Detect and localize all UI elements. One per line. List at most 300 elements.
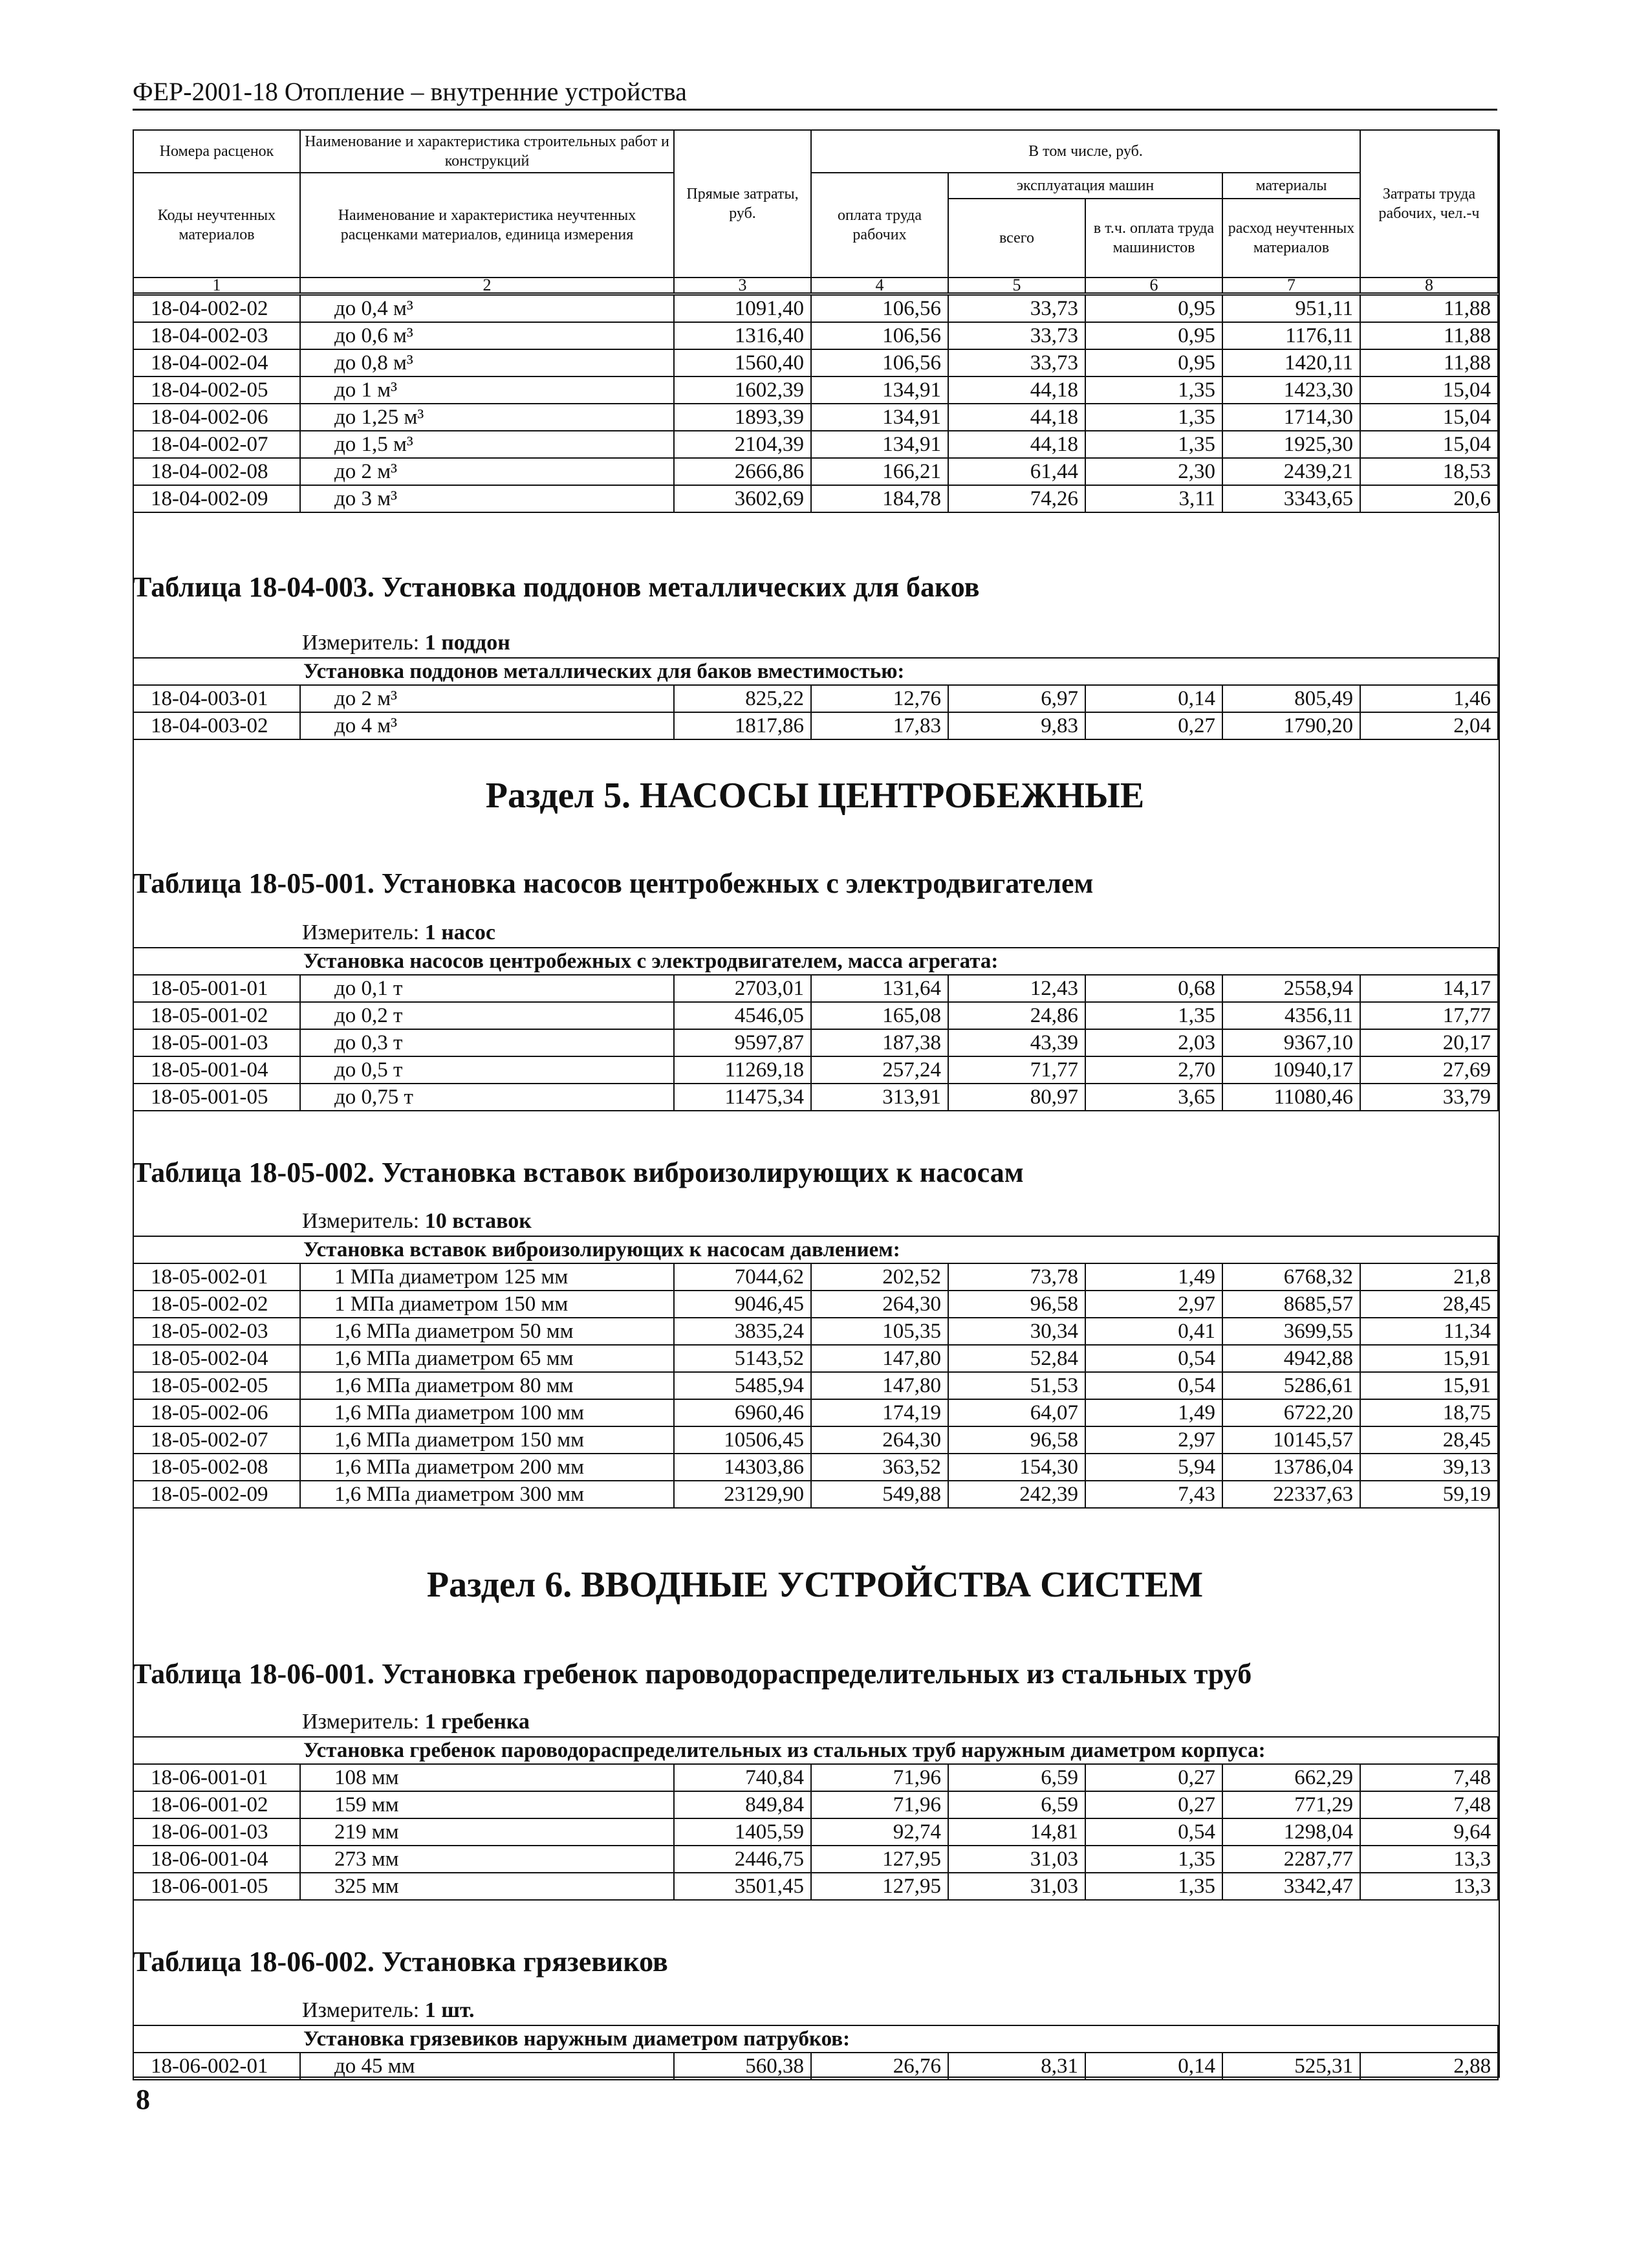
table-row [133,485,1498,512]
work-name-cell: 1 МПа диаметром 125 мм [300,1263,674,1291]
table-row [133,376,1498,404]
labor-hours-cell: 20,6 [1360,485,1498,512]
labor-hours-cell: 33,79 [1360,1084,1498,1111]
machines-total-cell: 44,18 [948,431,1085,458]
work-name-cell: до 45 мм [300,2053,674,2080]
labor-hours-cell: 7,48 [1360,1764,1498,1791]
work-name-cell: до 0,2 т [300,1002,674,1029]
machines-total-cell: 6,59 [948,1764,1085,1791]
direct-costs-cell: 1091,40 [674,295,811,322]
table-row [133,712,1498,739]
machines-total-cell: 154,30 [948,1454,1085,1481]
col-number: 1 [133,278,300,293]
rate-code-cell: 18-04-002-06 [133,404,300,431]
direct-costs-cell: 9046,45 [674,1291,811,1318]
measure-value: 1 гребенка [424,1710,530,1734]
rate-code-cell: 18-04-003-01 [133,685,300,712]
work-name-cell: до 2 м³ [300,458,674,485]
col-number: 8 [1360,278,1498,293]
measure-value: 1 шт. [424,1998,475,2022]
labor-pay-cell: 106,56 [811,322,948,349]
work-name-cell: до 0,8 м³ [300,349,674,376]
table-title: Таблица 18-04-003. Установка поддонов металлических для баков [133,571,980,603]
materials-cost-cell: 3342,47 [1222,1873,1360,1900]
table-row [133,349,1498,376]
machines-labor-cell: 2,97 [1085,1426,1222,1454]
machines-labor-cell: 1,35 [1085,1002,1222,1029]
machines-labor-cell: 0,54 [1085,1345,1222,1372]
labor-hours-cell: 21,8 [1360,1263,1498,1291]
labor-pay-cell: 134,91 [811,376,948,404]
table-row [133,1426,1498,1454]
table-row [133,431,1498,458]
header-materials: материалы [1222,173,1360,199]
table-row [133,685,1498,712]
machines-total-cell: 12,43 [948,975,1085,1002]
labor-pay-cell: 165,08 [811,1002,948,1029]
labor-pay-cell: 187,38 [811,1029,948,1056]
col-number: 4 [811,278,948,293]
machines-total-cell: 96,58 [948,1426,1085,1454]
machines-labor-cell: 2,70 [1085,1056,1222,1084]
labor-hours-cell: 11,88 [1360,349,1498,376]
labor-hours-cell: 15,04 [1360,431,1498,458]
machines-labor-cell: 1,35 [1085,376,1222,404]
materials-cost-cell: 13786,04 [1222,1454,1360,1481]
table-row [133,1002,1498,1029]
materials-cost-cell: 771,29 [1222,1791,1360,1818]
machines-total-cell: 96,58 [948,1291,1085,1318]
machines-total-cell: 64,07 [948,1399,1085,1426]
machines-labor-cell: 0,14 [1085,2053,1222,2080]
table-caption: Установка поддонов металлических для баков вместимостью: [133,658,1498,685]
direct-costs-cell: 2104,39 [674,431,811,458]
direct-costs-cell: 11269,18 [674,1056,811,1084]
header-labor-pay: оплата труда рабочих [811,173,948,278]
materials-cost-cell: 1420,11 [1222,349,1360,376]
machines-total-cell: 6,59 [948,1791,1085,1818]
work-name-cell: до 1,25 м³ [300,404,674,431]
table-caption: Установка насосов центробежных с электродвигателем, масса агрегата: [133,948,1498,975]
machines-total-cell: 6,97 [948,685,1085,712]
measure-value: 1 поддон [424,631,510,655]
rate-code-cell: 18-04-002-08 [133,458,300,485]
labor-hours-cell: 28,45 [1360,1291,1498,1318]
labor-hours-cell: 9,64 [1360,1818,1498,1846]
machines-labor-cell: 3,65 [1085,1084,1222,1111]
direct-costs-cell: 5485,94 [674,1372,811,1399]
rate-code-cell: 18-04-002-05 [133,376,300,404]
table-row [133,1084,1498,1111]
rate-code-cell: 18-05-002-01 [133,1263,300,1291]
work-name-cell: до 0,3 т [300,1029,674,1056]
materials-cost-cell: 1176,11 [1222,322,1360,349]
table-title: Таблица 18-05-001. Установка насосов центробежных с электродвигателем [133,867,1094,899]
machines-labor-cell: 0,41 [1085,1318,1222,1345]
rate-code-cell: 18-05-001-02 [133,1002,300,1029]
table-row [133,1056,1498,1084]
machines-total-cell: 31,03 [948,1873,1085,1900]
direct-costs-cell: 560,38 [674,2053,811,2080]
direct-costs-cell: 14303,86 [674,1454,811,1481]
direct-costs-cell: 9597,87 [674,1029,811,1056]
rates-table [133,657,1499,740]
table-block [133,1996,1499,2080]
labor-hours-cell: 1,46 [1360,685,1498,712]
direct-costs-cell: 3602,69 [674,485,811,512]
materials-cost-cell: 2558,94 [1222,975,1360,1002]
table-row [133,1791,1498,1818]
materials-cost-cell: 1298,04 [1222,1818,1360,1846]
machines-total-cell: 43,39 [948,1029,1085,1056]
materials-cost-cell: 805,49 [1222,685,1360,712]
work-name-cell: 1,6 МПа диаметром 80 мм [300,1372,674,1399]
direct-costs-cell: 1560,40 [674,349,811,376]
labor-hours-cell: 20,17 [1360,1029,1498,1056]
work-name-cell: до 0,5 т [300,1056,674,1084]
labor-pay-cell: 106,56 [811,349,948,376]
labor-hours-cell: 18,75 [1360,1399,1498,1426]
labor-pay-cell: 363,52 [811,1454,948,1481]
rate-code-cell: 18-06-002-01 [133,2053,300,2080]
machines-total-cell: 242,39 [948,1481,1085,1508]
table-caption-row [133,658,1498,685]
work-name-cell: до 1,5 м³ [300,431,674,458]
rate-code-cell: 18-05-002-08 [133,1454,300,1481]
materials-cost-cell: 2439,21 [1222,458,1360,485]
rate-code-cell: 18-04-002-07 [133,431,300,458]
header-machines-labor: в т.ч. оплата труда машинистов [1085,199,1222,278]
machines-total-cell: 24,86 [948,1002,1085,1029]
col-number: 7 [1222,278,1360,293]
col-number: 3 [674,278,811,293]
labor-hours-cell: 2,04 [1360,712,1498,739]
machines-total-cell: 33,73 [948,349,1085,376]
labor-pay-cell: 257,24 [811,1056,948,1084]
rates-table [133,2025,1499,2080]
materials-cost-cell: 662,29 [1222,1764,1360,1791]
work-name-cell: до 0,4 м³ [300,295,674,322]
header-labor: Затраты труда рабочих, чел.-ч [1360,130,1498,278]
labor-pay-cell: 184,78 [811,485,948,512]
rate-code-cell: 18-05-001-03 [133,1029,300,1056]
machines-total-cell: 73,78 [948,1263,1085,1291]
table-title: Таблица 18-05-002. Установка вставок виброизолирующих к насосам [133,1157,1024,1188]
direct-costs-cell: 740,84 [674,1764,811,1791]
machines-labor-cell: 1,35 [1085,1873,1222,1900]
direct-costs-cell: 1817,86 [674,712,811,739]
machines-labor-cell: 2,97 [1085,1291,1222,1318]
labor-hours-cell: 7,48 [1360,1791,1498,1818]
materials-cost-cell: 3699,55 [1222,1318,1360,1345]
header-work-name: Наименование и характеристика строительных работ и конструкций [300,130,674,173]
machines-labor-cell: 1,35 [1085,1846,1222,1873]
work-name-cell: до 4 м³ [300,712,674,739]
work-name-cell: 1,6 МПа диаметром 50 мм [300,1318,674,1345]
table-row [133,2053,1498,2080]
table-row [133,975,1498,1002]
machines-labor-cell: 0,14 [1085,685,1222,712]
direct-costs-cell: 1893,39 [674,404,811,431]
direct-costs-cell: 11475,34 [674,1084,811,1111]
materials-cost-cell: 9367,10 [1222,1029,1360,1056]
labor-hours-cell: 15,91 [1360,1345,1498,1372]
table-row [133,1399,1498,1426]
table-caption-row [133,2025,1498,2053]
table-caption-row [133,1737,1498,1764]
machines-labor-cell: 0,68 [1085,975,1222,1002]
direct-costs-cell: 1316,40 [674,322,811,349]
machines-labor-cell: 5,94 [1085,1454,1222,1481]
labor-hours-cell: 18,53 [1360,458,1498,485]
direct-costs-cell: 3835,24 [674,1318,811,1345]
direct-costs-cell: 4546,05 [674,1002,811,1029]
table-row [133,1846,1498,1873]
materials-cost-cell: 6768,32 [1222,1263,1360,1291]
rate-code-cell: 18-06-001-05 [133,1873,300,1900]
machines-total-cell: 71,77 [948,1056,1085,1084]
materials-cost-cell: 3343,65 [1222,485,1360,512]
rate-code-cell: 18-04-002-04 [133,349,300,376]
machines-total-cell: 61,44 [948,458,1085,485]
labor-hours-cell: 15,04 [1360,376,1498,404]
machines-labor-cell: 0,27 [1085,1764,1222,1791]
labor-hours-cell: 2,88 [1360,2053,1498,2080]
labor-hours-cell: 59,19 [1360,1481,1498,1508]
materials-cost-cell: 8685,57 [1222,1291,1360,1318]
running-head: ФЕР-2001-18 Отопление – внутренние устройства [133,76,1497,111]
measure-value: 1 насос [424,921,495,944]
machines-total-cell: 80,97 [948,1084,1085,1111]
measure-label: Измеритель: [302,1998,420,2022]
rate-code-cell: 18-05-002-06 [133,1399,300,1426]
top-table-block [133,294,1499,513]
rate-code-cell: 18-05-002-09 [133,1481,300,1508]
work-name-cell: 159 мм [300,1791,674,1818]
work-name-cell: до 2 м³ [300,685,674,712]
labor-pay-cell: 134,91 [811,404,948,431]
machines-total-cell: 31,03 [948,1846,1085,1873]
materials-cost-cell: 4942,88 [1222,1345,1360,1372]
table-caption-row [133,1236,1498,1263]
table-row [133,1291,1498,1318]
labor-pay-cell: 202,52 [811,1263,948,1291]
header-material-name: Наименование и характеристика неучтенных расценками материалов, единица измерения [300,173,674,278]
rate-code-cell: 18-06-001-04 [133,1846,300,1873]
rate-code-cell: 18-05-002-07 [133,1426,300,1454]
machines-total-cell: 74,26 [948,485,1085,512]
work-name-cell: до 3 м³ [300,485,674,512]
labor-pay-cell: 71,96 [811,1764,948,1791]
page-number: 8 [136,2084,150,2115]
direct-costs-cell: 849,84 [674,1791,811,1818]
rate-code-cell: 18-04-002-03 [133,322,300,349]
labor-pay-cell: 147,80 [811,1372,948,1399]
header-materials-sub: расход неучтенных материалов [1222,199,1360,278]
materials-cost-cell: 2287,77 [1222,1846,1360,1873]
measure-label: Измеритель: [302,1710,420,1734]
column-header [133,129,1499,294]
machines-labor-cell: 3,11 [1085,485,1222,512]
work-name-cell: 273 мм [300,1846,674,1873]
table-row [133,295,1498,322]
rates-table [133,294,1499,513]
measure [133,1207,1499,1236]
measure [133,919,1499,947]
labor-hours-cell: 28,45 [1360,1426,1498,1454]
machines-total-cell: 33,73 [948,322,1085,349]
rate-code-cell: 18-05-001-04 [133,1056,300,1084]
measure [133,629,1499,657]
labor-pay-cell: 92,74 [811,1818,948,1846]
machines-labor-cell: 0,95 [1085,349,1222,376]
work-name-cell: до 0,75 т [300,1084,674,1111]
direct-costs-cell: 6960,46 [674,1399,811,1426]
labor-hours-cell: 17,77 [1360,1002,1498,1029]
rate-code-cell: 18-05-001-05 [133,1084,300,1111]
rate-code-cell: 18-06-001-03 [133,1818,300,1846]
materials-cost-cell: 6722,20 [1222,1399,1360,1426]
labor-hours-cell: 13,3 [1360,1873,1498,1900]
direct-costs-cell: 23129,90 [674,1481,811,1508]
machines-total-cell: 8,31 [948,2053,1085,2080]
machines-total-cell: 52,84 [948,1345,1085,1372]
machines-labor-cell: 1,49 [1085,1399,1222,1426]
machines-labor-cell: 1,35 [1085,431,1222,458]
rate-code-cell: 18-04-002-02 [133,295,300,322]
machines-labor-cell: 1,35 [1085,404,1222,431]
machines-total-cell: 30,34 [948,1318,1085,1345]
rates-table [133,947,1499,1111]
rate-code-cell: 18-04-003-02 [133,712,300,739]
work-name-cell: 1 МПа диаметром 150 мм [300,1291,674,1318]
machines-labor-cell: 2,03 [1085,1029,1222,1056]
col-number: 5 [948,278,1085,293]
section-title: Раздел 6. ВВОДНЫЕ УСТРОЙСТВА СИСТЕМ [426,1565,1204,1605]
machines-labor-cell: 7,43 [1085,1481,1222,1508]
work-name-cell: 1,6 МПа диаметром 65 мм [300,1345,674,1372]
rate-code-cell: 18-05-002-05 [133,1372,300,1399]
table-row [133,1372,1498,1399]
table-caption-row [133,948,1498,975]
measure-value: 10 вставок [424,1209,532,1233]
labor-hours-cell: 11,88 [1360,322,1498,349]
labor-pay-cell: 26,76 [811,2053,948,2080]
table-row [133,458,1498,485]
labor-hours-cell: 11,34 [1360,1318,1498,1345]
direct-costs-cell: 1602,39 [674,376,811,404]
machines-total-cell: 51,53 [948,1372,1085,1399]
work-name-cell: 325 мм [300,1873,674,1900]
labor-pay-cell: 17,83 [811,712,948,739]
rate-code-cell: 18-06-001-01 [133,1764,300,1791]
table-row [133,1764,1498,1791]
col-number: 6 [1085,278,1222,293]
materials-cost-cell: 1423,30 [1222,376,1360,404]
labor-pay-cell: 71,96 [811,1791,948,1818]
materials-cost-cell: 10940,17 [1222,1056,1360,1084]
rates-table [133,1236,1499,1509]
machines-total-cell: 9,83 [948,712,1085,739]
direct-costs-cell: 1405,59 [674,1818,811,1846]
labor-hours-cell: 39,13 [1360,1454,1498,1481]
table-row [133,404,1498,431]
table-block [133,1708,1499,1901]
table-row [133,322,1498,349]
rate-code-cell: 18-05-001-01 [133,975,300,1002]
work-name-cell: до 0,1 т [300,975,674,1002]
labor-pay-cell: 313,91 [811,1084,948,1111]
table-block [133,629,1499,740]
labor-pay-cell: 166,21 [811,458,948,485]
direct-costs-cell: 7044,62 [674,1263,811,1291]
labor-pay-cell: 12,76 [811,685,948,712]
header-including: В том числе, руб. [811,130,1360,173]
section-title: Раздел 5. НАСОСЫ ЦЕНТРОБЕЖНЫЕ [485,776,1145,816]
machines-labor-cell: 2,30 [1085,458,1222,485]
table-row [133,1029,1498,1056]
machines-total-cell: 44,18 [948,404,1085,431]
materials-cost-cell: 1790,20 [1222,712,1360,739]
materials-cost-cell: 10145,57 [1222,1426,1360,1454]
materials-cost-cell: 1925,30 [1222,431,1360,458]
table-block [133,919,1499,1111]
direct-costs-cell: 5143,52 [674,1345,811,1372]
measure-label: Измеритель: [302,631,420,655]
materials-cost-cell: 4356,11 [1222,1002,1360,1029]
table-caption: Установка гребенок пароводораспределительных из стальных труб наружным диаметром корпуса: [133,1737,1498,1764]
table-row [133,1818,1498,1846]
work-name-cell: 219 мм [300,1818,674,1846]
materials-cost-cell: 1714,30 [1222,404,1360,431]
work-name-cell: 1,6 МПа диаметром 300 мм [300,1481,674,1508]
machines-total-cell: 33,73 [948,295,1085,322]
labor-pay-cell: 105,35 [811,1318,948,1345]
table-row [133,1318,1498,1345]
work-name-cell: 1,6 МПа диаметром 100 мм [300,1399,674,1426]
rates-table [133,1736,1499,1901]
header-machines: эксплуатация машин [948,173,1222,199]
direct-costs-cell: 3501,45 [674,1873,811,1900]
work-name-cell: 1,6 МПа диаметром 200 мм [300,1454,674,1481]
table-title: Таблица 18-06-001. Установка гребенок пароводораспределительных из стальных труб [133,1658,1252,1690]
work-name-cell: до 0,6 м³ [300,322,674,349]
table-row [133,1481,1498,1508]
materials-cost-cell: 5286,61 [1222,1372,1360,1399]
labor-pay-cell: 264,30 [811,1291,948,1318]
machines-labor-cell: 0,54 [1085,1818,1222,1846]
rate-code-cell: 18-06-001-02 [133,1791,300,1818]
table-caption: Установка вставок виброизолирующих к насосам давлением: [133,1236,1498,1263]
machines-total-cell: 44,18 [948,376,1085,404]
direct-costs-cell: 10506,45 [674,1426,811,1454]
labor-hours-cell: 15,04 [1360,404,1498,431]
labor-pay-cell: 127,95 [811,1846,948,1873]
measure-label: Измеритель: [302,1209,420,1233]
rate-code-cell: 18-05-002-02 [133,1291,300,1318]
rate-code-cell: 18-05-002-03 [133,1318,300,1345]
labor-hours-cell: 15,91 [1360,1372,1498,1399]
machines-labor-cell: 0,27 [1085,712,1222,739]
table-caption: Установка грязевиков наружным диаметром патрубков: [133,2025,1498,2053]
machines-labor-cell: 1,49 [1085,1263,1222,1291]
table-row [133,1454,1498,1481]
labor-pay-cell: 549,88 [811,1481,948,1508]
materials-cost-cell: 525,31 [1222,2053,1360,2080]
table-row [133,1345,1498,1372]
direct-costs-cell: 2666,86 [674,458,811,485]
machines-labor-cell: 0,95 [1085,322,1222,349]
